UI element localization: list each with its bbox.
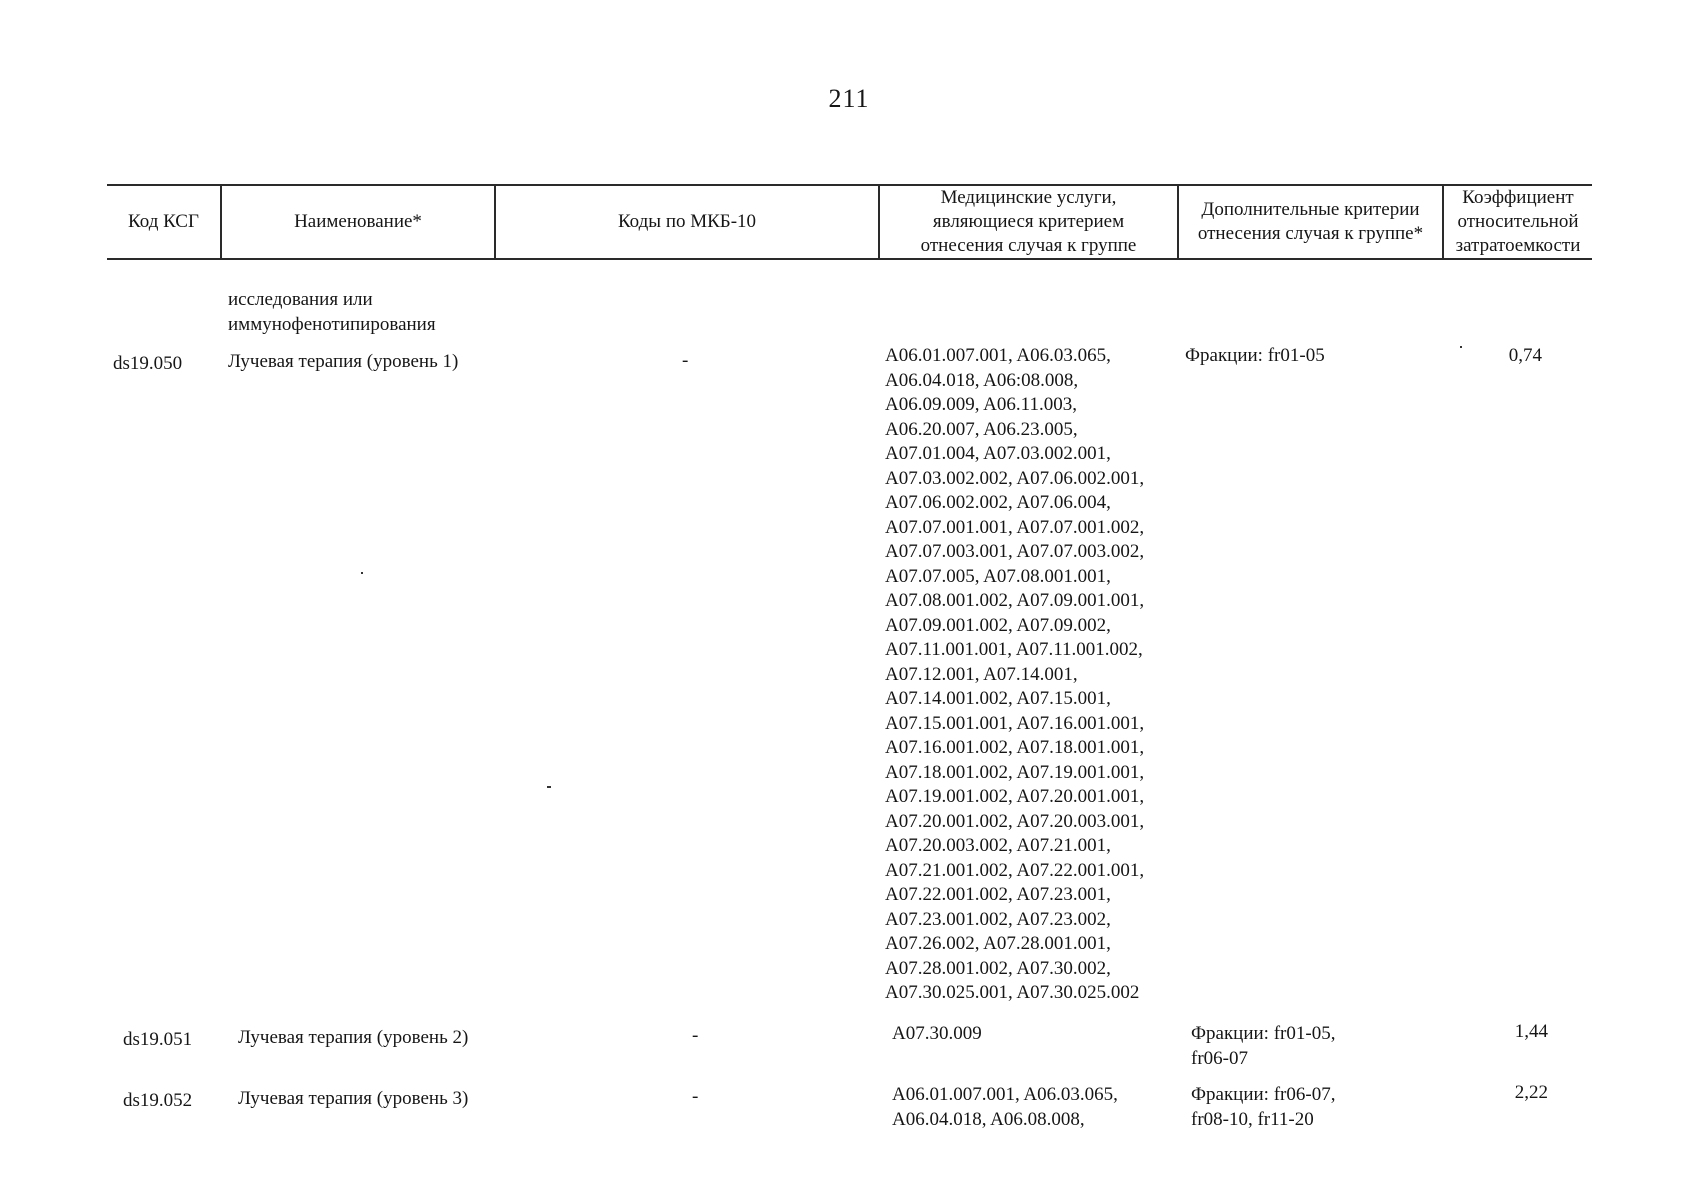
header-services: Медицинские услуги, являющиеся критерием отнесения случая к группе — [920, 187, 1137, 256]
row-code: ds19.050 — [113, 353, 183, 374]
scan-speck — [1460, 346, 1462, 348]
header-criteria: Дополнительные критерии отнесения случая к группе* — [1197, 199, 1424, 244]
header-name: Наименование* — [294, 211, 422, 232]
row-name: Лучевая терапия (уровень 3) — [238, 1088, 469, 1109]
row-icd: - — [692, 1025, 699, 1046]
page-number: 211 — [828, 84, 870, 113]
scan-speck — [547, 786, 551, 788]
table-header-rule — [107, 258, 1592, 260]
header-coefficient: Коэффициент относительной затратоемкости — [1455, 187, 1581, 256]
row-icd: - — [692, 1086, 699, 1107]
row-coefficient: 0,74 — [1508, 345, 1542, 366]
row-coefficient: 2,22 — [1514, 1082, 1548, 1103]
row-criteria: Фракции: fr01-05, fr06-07 — [1191, 1023, 1336, 1069]
row-icd: - — [682, 350, 689, 371]
row-name: Лучевая терапия (уровень 1) — [228, 351, 459, 372]
header-icd: Коды по МКБ-10 — [617, 211, 757, 232]
row-name: Лучевая терапия (уровень 2) — [238, 1027, 469, 1048]
row-services: A06.01.007.001, A06.03.065, A06.04.018, A06:08.008, A06.09.009, A06.11.003, A06.20.007, A06.23.005, A07.01.004, A07.03.002.001, A07.03.002.002, A07.06.002.001, A07.06.002.002, A07.06.004, A07.07.001.001, A07.07.001.002, A07.07.003.001, A07.07.003.002, A07.07.005, A07.08.001.001, A07.08.001.002, A07.09.001.001, A07.09.001.002, A07.09.002, A07.11.001.001, A07.11.001.002, A07.12.001, A07.14.001, A07.14.001.002, A07.15.001, A07.15.001.001, A07.16.001.001, A07.16.001.002, A07.18.001.001, A07.18.001.002, A07.19.001.001, A07.19.001.002, A07.20.001.001, A07.20.001.002, A07.20.003.001, A07.20.003.002, A07.21.001, A07.21.001.002, A07.22.001.001, A07.22.001.002, A07.23.001, A07.23.001.002, A07.23.002, A07.26.002, A07.28.001.001, A07.28.001.002, A07.30.002, A07.30.025.001, A07.30.025.002 — [885, 345, 1145, 1003]
row-criteria: Фракции: fr06-07, fr08-10, fr11-20 — [1191, 1084, 1336, 1130]
continuation-text: исследования или иммунофенотипирования — [228, 289, 436, 335]
row-code: ds19.051 — [123, 1029, 193, 1050]
row-coefficient: 1,44 — [1514, 1021, 1548, 1042]
row-criteria: Фракции: fr01-05 — [1185, 345, 1325, 366]
row-services: A07.30.009 — [892, 1023, 982, 1044]
row-services: A06.01.007.001, A06.03.065, A06.04.018, A06.08.008, — [892, 1084, 1118, 1130]
scan-speck — [361, 572, 363, 574]
row-code: ds19.052 — [123, 1090, 193, 1111]
header-code: Код КСГ — [128, 211, 199, 232]
